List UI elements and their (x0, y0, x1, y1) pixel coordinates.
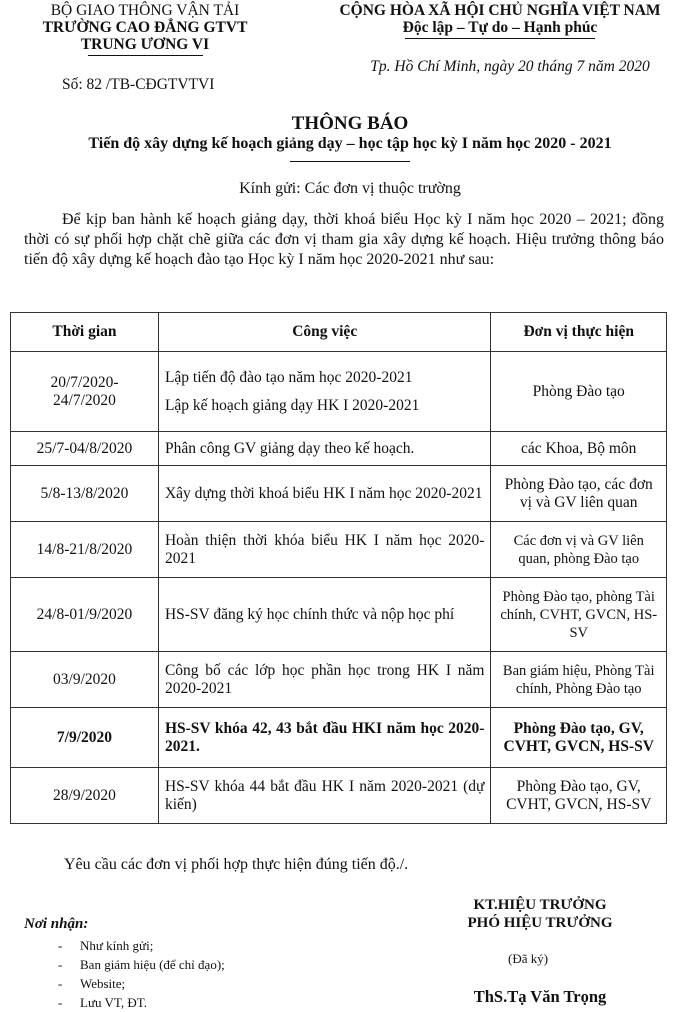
header-task: Công việc (158, 313, 490, 352)
list-item: - Website; (58, 976, 126, 991)
cell-task-line: Lập kế hoạch giảng dạy HK I 2020-2021 (164, 396, 420, 414)
cell-task: Hoàn thiện thời khóa biểu HK I năm học 2020-2021 (158, 522, 490, 578)
header-time: Thời gian (11, 313, 159, 352)
greeting: Kính gửi: Các đơn vị thuộc trường (239, 180, 461, 197)
subtitle-underline (290, 161, 410, 162)
recipients-label: Nơi nhận: (24, 916, 89, 932)
list-item: - Ban giám hiệu (để chỉ đạo); (58, 957, 225, 972)
issuer-underline (88, 55, 203, 56)
cell-unit (491, 652, 667, 708)
cell-time: 14/8-21/8/2020 (11, 522, 159, 578)
recipient-text: Website; (80, 976, 126, 991)
cell-unit (491, 578, 667, 652)
cell-unit-text: Các đơn vị và GV liên quan, phòng Đào tạo (513, 532, 644, 567)
school-name-line1: TRƯỜNG CAO ĐẲNG GTVT (42, 19, 248, 36)
cell-time: 7/9/2020 (11, 708, 159, 768)
cell-task-line: Lập tiến độ đào tạo năm học 2020-2021 (164, 368, 413, 386)
document-date: Tp. Hồ Chí Minh, ngày 20 tháng 7 năm 2020 (370, 58, 650, 75)
table-row (11, 522, 667, 578)
school-name-line2: TRUNG ƯƠNG VI (80, 36, 210, 53)
signature-title-line2: PHÓ HIỆU TRƯỞNG (467, 915, 613, 931)
cell-time: 28/9/2020 (11, 768, 159, 824)
signature-title-line1: KT.HIỆU TRƯỞNG (473, 897, 607, 913)
cell-task: Phân công GV giảng dạy theo kế hoạch. (158, 432, 490, 466)
table-row (11, 708, 667, 768)
table-row (11, 432, 667, 466)
issuer-block (10, 2, 280, 53)
table-row (11, 578, 667, 652)
document-subtitle: Tiến độ xây dựng kế hoạch giảng dạy – học tập học kỳ I năm học 2020 - 2021 (88, 135, 612, 152)
cell-time: 5/8-13/8/2020 (11, 466, 159, 522)
national-header (300, 2, 700, 36)
cell-task: Xây dựng thời khoá biểu HK I năm học 2020-2021 (158, 466, 490, 522)
cell-unit: Phòng Đào tạo, GV, CVHT, GVCN, HS-SV (491, 708, 667, 768)
recipient-text: Lưu VT, ĐT. (80, 995, 147, 1010)
signed-note: (Đã ký) (508, 951, 549, 966)
cell-unit: các Khoa, Bộ môn (491, 432, 667, 466)
cell-time: 24/8-01/9/2020 (11, 578, 159, 652)
schedule-table (10, 312, 667, 824)
closing-line: Yêu cầu các đơn vị phối hợp thực hiện đúng tiến độ./. (64, 856, 409, 873)
recipients-list (58, 936, 225, 1012)
cell-task: HS-SV đăng ký học chính thức và nộp học phí (158, 578, 490, 652)
table-row (11, 652, 667, 708)
cell-unit: Phòng Đào tạo (491, 352, 667, 432)
recipient-text: Ban giám hiệu (để chỉ đạo); (80, 957, 225, 972)
table-row (11, 466, 667, 522)
document-number: Số: 82 /TB-CĐGTVTVI (62, 76, 215, 93)
intro-paragraph: Để kịp ban hành kế hoạch giảng dạy, thời khoá biểu Học kỳ I năm học 2020 – 2021; đồng thời có sự phối hợp chặt chẽ giữa các đơn vị tham gia xây dựng kế hoạch. Hiệu trưởng thông báo tiến độ xây dựng kế hoạch đào tạo Học kỳ I năm học 2020-2021 như sau: (24, 211, 664, 268)
recipient-text: Như kính gửi; (80, 938, 154, 953)
table-header-row (11, 313, 667, 352)
cell-time: 03/9/2020 (11, 652, 159, 708)
cell-task (158, 352, 490, 432)
motto-underline (405, 38, 595, 39)
cell-unit (491, 522, 667, 578)
ministry-name: BỘ GIAO THÔNG VẬN TẢI (50, 2, 240, 19)
cell-time: 25/7-04/8/2020 (11, 432, 159, 466)
cell-unit: Phòng Đào tạo, các đơn vị và GV liên quan (491, 466, 667, 522)
signer-name: ThS.Tạ Văn Trọng (473, 987, 607, 1006)
nation-name: CỘNG HÒA XÃ HỘI CHỦ NGHĨA VIỆT NAM (339, 2, 661, 19)
cell-unit: Phòng Đào tạo, GV, CVHT, GVCN, HS-SV (491, 768, 667, 824)
national-motto: Độc lập – Tự do – Hạnh phúc (402, 19, 598, 36)
header-unit: Đơn vị thực hiện (491, 313, 667, 352)
document-title: THÔNG BÁO (291, 113, 409, 134)
signature-title (420, 896, 660, 932)
cell-task: HS-SV khóa 44 bắt đầu HK I năm 2020-2021 (dự kiến) (158, 768, 490, 824)
cell-task: HS-SV khóa 42, 43 bắt đầu HKI năm học 2020-2021. (158, 708, 490, 768)
list-item: - Lưu VT, ĐT. (58, 995, 147, 1010)
cell-task: Công bố các lớp học phần học trong HK I năm 2020-2021 (158, 652, 490, 708)
cell-unit-text: Phòng Đào tạo, phòng Tài chính, CVHT, GVCN, HS-SV (500, 588, 658, 641)
table-row (11, 768, 667, 824)
list-item: - Như kính gửi; (58, 938, 154, 953)
cell-time: 20/7/2020- 24/7/2020 (11, 352, 159, 432)
table-row (11, 352, 667, 432)
cell-unit-text: Ban giám hiệu, Phòng Tài chính, Phòng Đào tạo (502, 662, 655, 697)
